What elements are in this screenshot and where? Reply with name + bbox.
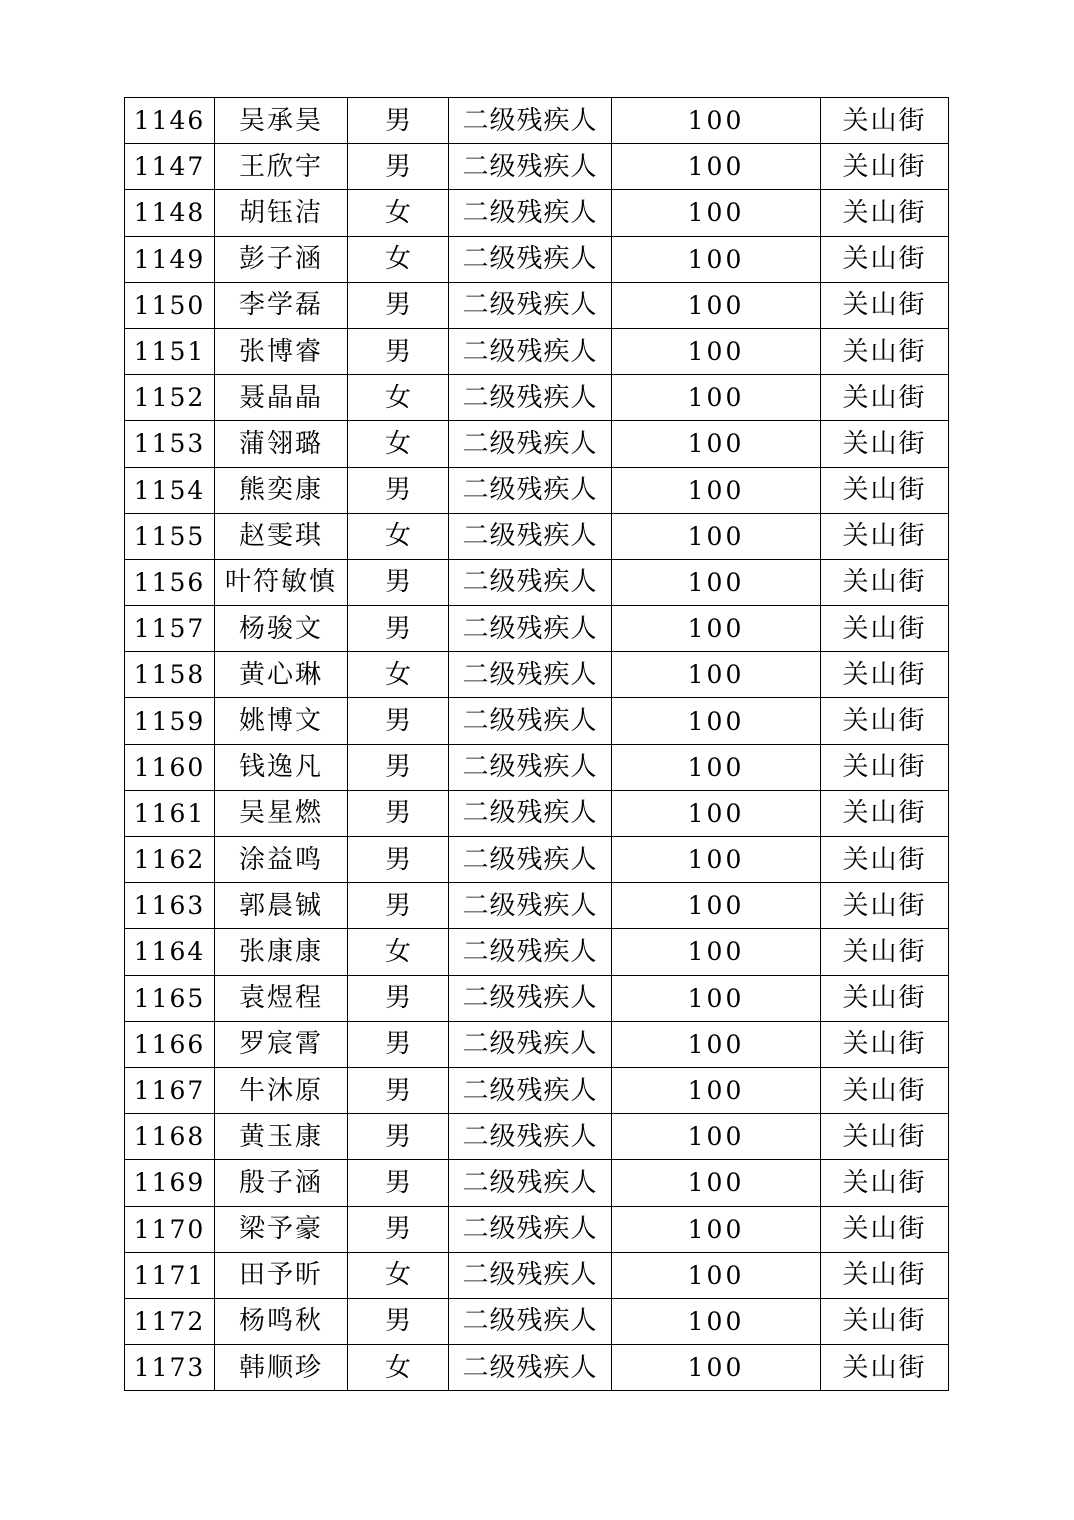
disability-level-cell: 二级残疾人 bbox=[449, 883, 612, 929]
name-cell: 梁予豪 bbox=[215, 1206, 348, 1252]
gender-cell: 男 bbox=[348, 144, 449, 190]
serial-number-cell: 1153 bbox=[125, 421, 215, 467]
table-row bbox=[125, 1345, 949, 1391]
table-row bbox=[125, 375, 949, 421]
gender-cell: 男 bbox=[348, 1206, 449, 1252]
disability-level-cell: 二级残疾人 bbox=[449, 1114, 612, 1160]
serial-number-cell: 1147 bbox=[125, 144, 215, 190]
table-row bbox=[125, 559, 949, 605]
amount-cell: 100 bbox=[612, 1160, 821, 1206]
name-cell: 杨骏文 bbox=[215, 606, 348, 652]
street-cell: 关山街 bbox=[821, 698, 949, 744]
serial-number-cell: 1171 bbox=[125, 1252, 215, 1298]
street-cell: 关山街 bbox=[821, 1160, 949, 1206]
disability-level-cell: 二级残疾人 bbox=[449, 282, 612, 328]
gender-cell: 女 bbox=[348, 1252, 449, 1298]
name-cell: 田予昕 bbox=[215, 1252, 348, 1298]
disability-level-cell: 二级残疾人 bbox=[449, 929, 612, 975]
street-cell: 关山街 bbox=[821, 190, 949, 236]
table-row bbox=[125, 790, 949, 836]
serial-number-cell: 1160 bbox=[125, 744, 215, 790]
table-row bbox=[125, 606, 949, 652]
amount-cell: 100 bbox=[612, 698, 821, 744]
table-row bbox=[125, 1298, 949, 1344]
amount-cell: 100 bbox=[612, 790, 821, 836]
street-cell: 关山街 bbox=[821, 1114, 949, 1160]
name-cell: 钱逸凡 bbox=[215, 744, 348, 790]
street-cell: 关山街 bbox=[821, 513, 949, 559]
roster-table bbox=[124, 97, 949, 1391]
serial-number-cell: 1155 bbox=[125, 513, 215, 559]
amount-cell: 100 bbox=[612, 606, 821, 652]
table-row bbox=[125, 1021, 949, 1067]
name-cell: 张博睿 bbox=[215, 328, 348, 374]
disability-level-cell: 二级残疾人 bbox=[449, 1345, 612, 1391]
serial-number-cell: 1169 bbox=[125, 1160, 215, 1206]
street-cell: 关山街 bbox=[821, 606, 949, 652]
street-cell: 关山街 bbox=[821, 1021, 949, 1067]
serial-number-cell: 1166 bbox=[125, 1021, 215, 1067]
disability-level-cell: 二级残疾人 bbox=[449, 744, 612, 790]
disability-level-cell: 二级残疾人 bbox=[449, 236, 612, 282]
name-cell: 李学磊 bbox=[215, 282, 348, 328]
table-row bbox=[125, 98, 949, 144]
gender-cell: 女 bbox=[348, 190, 449, 236]
gender-cell: 女 bbox=[348, 375, 449, 421]
street-cell: 关山街 bbox=[821, 236, 949, 282]
gender-cell: 女 bbox=[348, 652, 449, 698]
gender-cell: 男 bbox=[348, 1298, 449, 1344]
name-cell: 牛沐原 bbox=[215, 1067, 348, 1113]
name-cell: 聂晶晶 bbox=[215, 375, 348, 421]
serial-number-cell: 1148 bbox=[125, 190, 215, 236]
amount-cell: 100 bbox=[612, 467, 821, 513]
disability-level-cell: 二级残疾人 bbox=[449, 1252, 612, 1298]
gender-cell: 女 bbox=[348, 513, 449, 559]
name-cell: 吴星燃 bbox=[215, 790, 348, 836]
table-row bbox=[125, 144, 949, 190]
street-cell: 关山街 bbox=[821, 1298, 949, 1344]
gender-cell: 女 bbox=[348, 1345, 449, 1391]
disability-level-cell: 二级残疾人 bbox=[449, 1206, 612, 1252]
table-row bbox=[125, 1067, 949, 1113]
gender-cell: 男 bbox=[348, 1067, 449, 1113]
gender-cell: 男 bbox=[348, 1114, 449, 1160]
gender-cell: 男 bbox=[348, 744, 449, 790]
name-cell: 蒲翎璐 bbox=[215, 421, 348, 467]
serial-number-cell: 1168 bbox=[125, 1114, 215, 1160]
table-row bbox=[125, 190, 949, 236]
street-cell: 关山街 bbox=[821, 98, 949, 144]
name-cell: 黄心琳 bbox=[215, 652, 348, 698]
street-cell: 关山街 bbox=[821, 883, 949, 929]
serial-number-cell: 1170 bbox=[125, 1206, 215, 1252]
disability-level-cell: 二级残疾人 bbox=[449, 513, 612, 559]
serial-number-cell: 1152 bbox=[125, 375, 215, 421]
amount-cell: 100 bbox=[612, 652, 821, 698]
roster-table-body bbox=[125, 98, 949, 1391]
disability-level-cell: 二级残疾人 bbox=[449, 144, 612, 190]
amount-cell: 100 bbox=[612, 929, 821, 975]
amount-cell: 100 bbox=[612, 1067, 821, 1113]
gender-cell: 男 bbox=[348, 837, 449, 883]
street-cell: 关山街 bbox=[821, 559, 949, 605]
disability-level-cell: 二级残疾人 bbox=[449, 190, 612, 236]
amount-cell: 100 bbox=[612, 513, 821, 559]
serial-number-cell: 1146 bbox=[125, 98, 215, 144]
gender-cell: 男 bbox=[348, 282, 449, 328]
serial-number-cell: 1157 bbox=[125, 606, 215, 652]
name-cell: 罗宸霄 bbox=[215, 1021, 348, 1067]
serial-number-cell: 1164 bbox=[125, 929, 215, 975]
table-row bbox=[125, 513, 949, 559]
gender-cell: 男 bbox=[348, 1160, 449, 1206]
name-cell: 姚博文 bbox=[215, 698, 348, 744]
disability-level-cell: 二级残疾人 bbox=[449, 375, 612, 421]
gender-cell: 男 bbox=[348, 328, 449, 374]
street-cell: 关山街 bbox=[821, 328, 949, 374]
street-cell: 关山街 bbox=[821, 467, 949, 513]
serial-number-cell: 1161 bbox=[125, 790, 215, 836]
table-row bbox=[125, 1160, 949, 1206]
street-cell: 关山街 bbox=[821, 837, 949, 883]
gender-cell: 男 bbox=[348, 698, 449, 744]
gender-cell: 男 bbox=[348, 98, 449, 144]
disability-level-cell: 二级残疾人 bbox=[449, 421, 612, 467]
gender-cell: 男 bbox=[348, 559, 449, 605]
table-row bbox=[125, 236, 949, 282]
amount-cell: 100 bbox=[612, 421, 821, 467]
amount-cell: 100 bbox=[612, 375, 821, 421]
serial-number-cell: 1163 bbox=[125, 883, 215, 929]
table-row bbox=[125, 744, 949, 790]
name-cell: 殷子涵 bbox=[215, 1160, 348, 1206]
serial-number-cell: 1150 bbox=[125, 282, 215, 328]
amount-cell: 100 bbox=[612, 837, 821, 883]
amount-cell: 100 bbox=[612, 1206, 821, 1252]
table-row bbox=[125, 282, 949, 328]
gender-cell: 男 bbox=[348, 1021, 449, 1067]
table-row bbox=[125, 328, 949, 374]
gender-cell: 男 bbox=[348, 883, 449, 929]
serial-number-cell: 1154 bbox=[125, 467, 215, 513]
street-cell: 关山街 bbox=[821, 1206, 949, 1252]
disability-level-cell: 二级残疾人 bbox=[449, 1160, 612, 1206]
table-row bbox=[125, 1114, 949, 1160]
name-cell: 彭子涵 bbox=[215, 236, 348, 282]
disability-level-cell: 二级残疾人 bbox=[449, 559, 612, 605]
amount-cell: 100 bbox=[612, 559, 821, 605]
street-cell: 关山街 bbox=[821, 1345, 949, 1391]
table-row bbox=[125, 467, 949, 513]
table-row bbox=[125, 1252, 949, 1298]
name-cell: 涂益鸣 bbox=[215, 837, 348, 883]
serial-number-cell: 1156 bbox=[125, 559, 215, 605]
amount-cell: 100 bbox=[612, 190, 821, 236]
street-cell: 关山街 bbox=[821, 1067, 949, 1113]
amount-cell: 100 bbox=[612, 98, 821, 144]
disability-level-cell: 二级残疾人 bbox=[449, 328, 612, 374]
disability-level-cell: 二级残疾人 bbox=[449, 790, 612, 836]
street-cell: 关山街 bbox=[821, 975, 949, 1021]
amount-cell: 100 bbox=[612, 975, 821, 1021]
street-cell: 关山街 bbox=[821, 421, 949, 467]
serial-number-cell: 1165 bbox=[125, 975, 215, 1021]
name-cell: 赵雯琪 bbox=[215, 513, 348, 559]
serial-number-cell: 1149 bbox=[125, 236, 215, 282]
street-cell: 关山街 bbox=[821, 652, 949, 698]
name-cell: 袁煜程 bbox=[215, 975, 348, 1021]
serial-number-cell: 1158 bbox=[125, 652, 215, 698]
amount-cell: 100 bbox=[612, 1345, 821, 1391]
table-row bbox=[125, 698, 949, 744]
amount-cell: 100 bbox=[612, 1021, 821, 1067]
name-cell: 叶符敏慎 bbox=[215, 559, 348, 605]
street-cell: 关山街 bbox=[821, 1252, 949, 1298]
disability-level-cell: 二级残疾人 bbox=[449, 1067, 612, 1113]
street-cell: 关山街 bbox=[821, 929, 949, 975]
disability-level-cell: 二级残疾人 bbox=[449, 975, 612, 1021]
gender-cell: 男 bbox=[348, 467, 449, 513]
name-cell: 吴承昊 bbox=[215, 98, 348, 144]
table-row bbox=[125, 883, 949, 929]
name-cell: 黄玉康 bbox=[215, 1114, 348, 1160]
gender-cell: 女 bbox=[348, 236, 449, 282]
amount-cell: 100 bbox=[612, 144, 821, 190]
amount-cell: 100 bbox=[612, 1252, 821, 1298]
name-cell: 熊奕康 bbox=[215, 467, 348, 513]
table-row bbox=[125, 1206, 949, 1252]
gender-cell: 男 bbox=[348, 975, 449, 1021]
street-cell: 关山街 bbox=[821, 375, 949, 421]
disability-level-cell: 二级残疾人 bbox=[449, 1298, 612, 1344]
amount-cell: 100 bbox=[612, 1298, 821, 1344]
amount-cell: 100 bbox=[612, 1114, 821, 1160]
disability-level-cell: 二级残疾人 bbox=[449, 837, 612, 883]
gender-cell: 女 bbox=[348, 929, 449, 975]
serial-number-cell: 1172 bbox=[125, 1298, 215, 1344]
table-row bbox=[125, 929, 949, 975]
table-row bbox=[125, 837, 949, 883]
name-cell: 郭晨铖 bbox=[215, 883, 348, 929]
street-cell: 关山街 bbox=[821, 744, 949, 790]
name-cell: 张康康 bbox=[215, 929, 348, 975]
street-cell: 关山街 bbox=[821, 282, 949, 328]
table-row bbox=[125, 652, 949, 698]
amount-cell: 100 bbox=[612, 744, 821, 790]
name-cell: 韩顺珍 bbox=[215, 1345, 348, 1391]
disability-level-cell: 二级残疾人 bbox=[449, 467, 612, 513]
amount-cell: 100 bbox=[612, 282, 821, 328]
disability-level-cell: 二级残疾人 bbox=[449, 98, 612, 144]
disability-level-cell: 二级残疾人 bbox=[449, 698, 612, 744]
serial-number-cell: 1173 bbox=[125, 1345, 215, 1391]
name-cell: 胡钰洁 bbox=[215, 190, 348, 236]
amount-cell: 100 bbox=[612, 236, 821, 282]
table-row bbox=[125, 975, 949, 1021]
gender-cell: 女 bbox=[348, 421, 449, 467]
serial-number-cell: 1151 bbox=[125, 328, 215, 374]
name-cell: 杨鸣秋 bbox=[215, 1298, 348, 1344]
street-cell: 关山街 bbox=[821, 144, 949, 190]
serial-number-cell: 1159 bbox=[125, 698, 215, 744]
table-row bbox=[125, 421, 949, 467]
gender-cell: 男 bbox=[348, 606, 449, 652]
street-cell: 关山街 bbox=[821, 790, 949, 836]
disability-level-cell: 二级残疾人 bbox=[449, 1021, 612, 1067]
amount-cell: 100 bbox=[612, 328, 821, 374]
gender-cell: 男 bbox=[348, 790, 449, 836]
disability-level-cell: 二级残疾人 bbox=[449, 652, 612, 698]
amount-cell: 100 bbox=[612, 883, 821, 929]
name-cell: 王欣宇 bbox=[215, 144, 348, 190]
serial-number-cell: 1162 bbox=[125, 837, 215, 883]
disability-level-cell: 二级残疾人 bbox=[449, 606, 612, 652]
serial-number-cell: 1167 bbox=[125, 1067, 215, 1113]
